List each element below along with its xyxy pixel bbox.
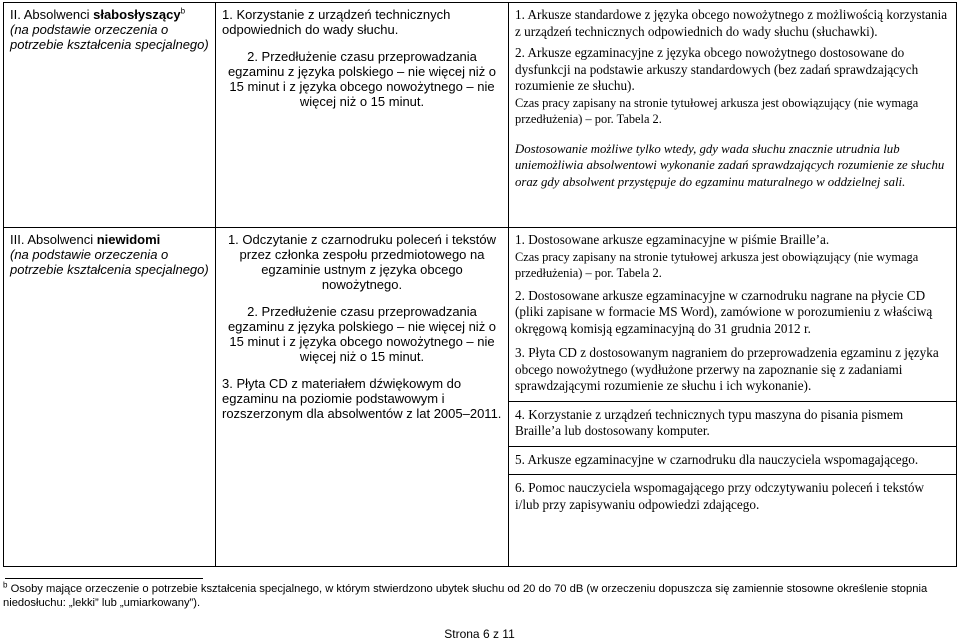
condition-note: Dostosowanie możliwe tylko wtedy, gdy wada słuchu znacznie utrudnia lub uniemożliwia absolwentowi wykonanie zadań sprawdzających rozumienie ze słuchu oraz gdy absolwent przystępuje do egzaminu maturalnego w oddzielnej sali. [515,141,945,189]
materials-cell [509,228,957,567]
category-cell [4,228,216,567]
table-row [4,228,957,567]
list-item: 2. Przedłużenie czasu przeprowadzania egzaminu z języka polskiego – nie więcej niż o 15 minut i z języka obcego nowożytnego – nie więcej niż o 15 minut. [227,49,497,109]
footnote-marker: b [3,580,8,590]
category-basis: (na podstawie orzeczenia o potrzebie kształcenia specjalnego) [10,247,209,277]
list-item: 4. Korzystanie z urządzeń technicznych typu maszyna do pisania pismem Braille’a lub dostosowany komputer. [515,406,904,438]
footnote-text: $^b$ Osoby mające orzeczenie o potrzebie kształcenia specjalnego, w którym stwierdzono ubytek słuchu od 20 do 70 dB (w orzeczeniu dopuszcza się zamiennie stosowne określenie stopnia niedosłuchu: „lekki” lub „umiarkowany”). [3,580,928,609]
list-item: 2. Arkusze egzaminacyjne z języka obcego nowożytnego dostosowane do dysfunkcji na podstawie arkuszy standardowych (bez zadań sprawdzających rozumienie ze słuchu). [515,45,919,93]
footnote-rule [5,578,203,579]
arrangements-cell [216,3,509,228]
accommodations-table [3,2,957,567]
category-cell [4,3,216,228]
page-number: Strona 6 z 11 [444,627,515,641]
divider [509,446,956,447]
list-item-note: Czas pracy zapisany na stronie tytułowej arkusza jest obowiązujący (nie wymaga przedłużenia) – por. Tabela 2. [515,249,919,280]
table-row [4,3,957,228]
arrangements-cell [216,228,509,567]
list-item: 1. Odczytanie z czarnodruku poleceń i tekstów przez członka zespołu przedmiotowego na egzaminie ustnym z języka obcego nowożytnego. [227,232,497,292]
category-title: II. Absolwenci słabosłyszący$^b$ [10,6,186,22]
footnote-marker: b [180,6,186,16]
divider [509,474,956,475]
list-item: 1. Dostosowane arkusze egzaminacyjne w piśmie Braille’a. [515,232,830,247]
list-item: 3. Płyta CD z materiałem dźwiękowym do egzaminu na poziomie podstawowym i rozszerzonym dla absolwentów z lat 2005–2011. [222,376,502,421]
footnote [3,578,953,610]
list-item: 2. Przedłużenie czasu przeprowadzania egzaminu z języka polskiego – nie więcej niż o 15 minut i z języka obcego nowożytnego – nie więcej niż o 15 minut. [227,304,497,364]
list-item: 6. Pomoc nauczyciela wspomagającego przy odczytywaniu poleceń i tekstów i/lub przy zapisywaniu odpowiedzi zdającego. [515,480,925,512]
list-item-note: Czas pracy zapisany na stronie tytułowej arkusza jest obowiązujący (nie wymaga przedłużenia) – por. Tabela 2. [515,95,919,126]
category-basis: (na podstawie orzeczenia o potrzebie kształcenia specjalnego) [10,22,209,52]
category-title: III. Absolwenci niewidomi [10,232,161,247]
list-item: 2. Dostosowane arkusze egzaminacyjne w czarnodruku nagrane na płycie CD (pliki zapisane w formacie MS Word), zamówione w porozumieniu z właściwą okręgową komisją egzaminacyjną do 31 grudnia 2012 r. [515,287,933,336]
list-item: 3. Płyta CD z dostosowanym nagraniem do przeprowadzenia egzaminu z języka obcego nowożytnego (wydłużone przerwy na zapoznanie się z zadaniami sprawdzającymi rozumienie ze słuchu i ich wykonanie). [515,345,939,393]
list-item: 5. Arkusze egzaminacyjne w czarnodruku dla nauczyciela wspomagającego. [515,451,919,467]
list-item: 1. Arkusze standardowe z języka obcego nowożytnego z możliwością korzystania z urządzeń technicznych odpowiednich do wady słuchu (słuchawki). [515,7,948,39]
divider [509,401,956,402]
list-item: 1. Korzystanie z urządzeń technicznych odpowiednich do wady słuchu. [222,7,451,37]
materials-cell [509,3,957,228]
